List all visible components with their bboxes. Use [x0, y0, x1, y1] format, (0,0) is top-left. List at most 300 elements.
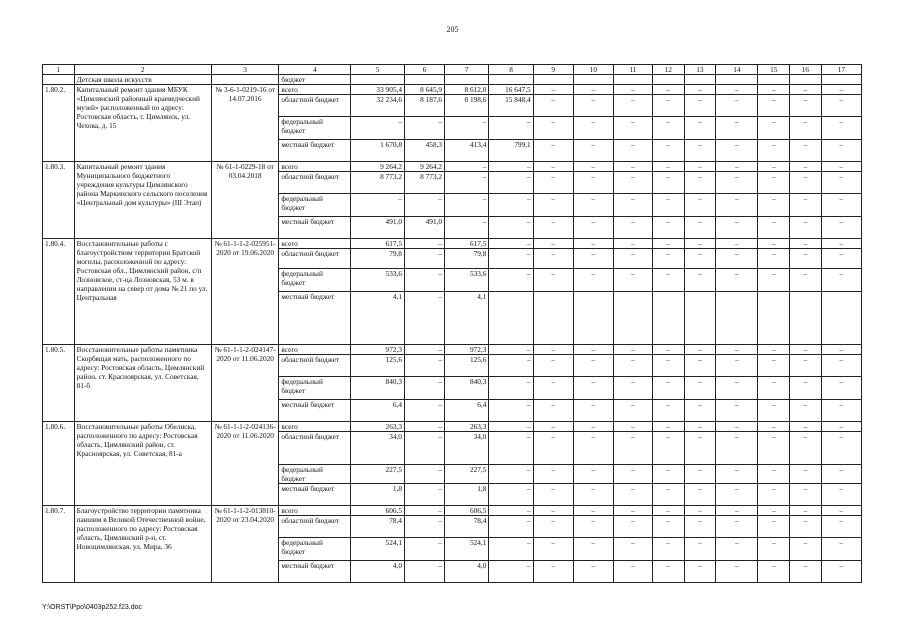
col-number: 4	[279, 65, 351, 75]
value-col-16: –	[790, 194, 822, 217]
value-col-14: –	[716, 239, 758, 249]
value-col-17	[821, 292, 861, 345]
value-col-10: –	[573, 465, 613, 484]
value-col-17: –	[821, 506, 861, 516]
value-col-5: 9 264,2	[351, 162, 405, 172]
value-col-8: –	[489, 561, 533, 583]
col-number: 14	[716, 65, 758, 75]
funding-source: областной бюджет	[279, 432, 351, 465]
value-col-10: –	[573, 516, 613, 538]
value-col-11: –	[613, 465, 652, 484]
value-col-6: –	[404, 484, 444, 506]
value-col-7: –	[445, 162, 489, 172]
value-col-10: –	[573, 345, 613, 355]
value-col-16: –	[790, 117, 822, 140]
value-col-7: 227,5	[445, 465, 489, 484]
value-col-6: –	[404, 377, 444, 400]
value-col-10	[573, 292, 613, 345]
value-col-11: –	[613, 95, 652, 117]
funding-source: местный бюджет	[279, 484, 351, 506]
value-col-15: –	[758, 484, 790, 506]
value-col-13: –	[684, 140, 716, 162]
value-col-7: 4,0	[445, 561, 489, 583]
value-col-10: –	[573, 432, 613, 465]
value-col-7: 533,6	[445, 269, 489, 292]
value-col-9: –	[533, 355, 573, 377]
value-col-8: –	[489, 249, 533, 269]
value-col-9: –	[533, 117, 573, 140]
project-name: Благоустройство территории памятника павшим в Великой Отечественной войне, расположенного по адресу: Ростовская область, Цимлянский р-н, ст. Новоцимлянская, ул. Мира, 36	[74, 506, 211, 583]
value-col-8: –	[489, 506, 533, 516]
budget-row	[43, 422, 862, 432]
value-col-14: –	[716, 484, 758, 506]
value-col-10: –	[573, 172, 613, 194]
value-col-11: –	[613, 85, 652, 95]
value-col-15: –	[758, 85, 790, 95]
value-col-9: –	[533, 85, 573, 95]
value-col-15: –	[758, 465, 790, 484]
value-col-12: –	[652, 484, 684, 506]
budget-row	[43, 162, 862, 172]
project-id: 1.80.5.	[43, 345, 75, 422]
value-col-10: –	[573, 162, 613, 172]
value-col-8: –	[489, 269, 533, 292]
value-col-16: –	[790, 217, 822, 239]
funding-source: всего	[279, 422, 351, 432]
value-col-15: –	[758, 355, 790, 377]
value-col-9: –	[533, 377, 573, 400]
funding-source: областной бюджет	[279, 172, 351, 194]
budget-row	[43, 506, 862, 516]
value-col-11: –	[613, 400, 652, 422]
value-col-16: –	[790, 561, 822, 583]
value-col-9: –	[533, 538, 573, 561]
value-col-17: –	[821, 538, 861, 561]
value-col-12: –	[652, 400, 684, 422]
col-number: 6	[404, 65, 444, 75]
value-col-14: –	[716, 249, 758, 269]
value-col-17: –	[821, 422, 861, 432]
value-col-6: –	[404, 239, 444, 249]
project-id: 1.80.7.	[43, 506, 75, 583]
value-col-5: 263,3	[351, 422, 405, 432]
value-col-7: 125,6	[445, 355, 489, 377]
value-col-14: –	[716, 465, 758, 484]
value-col-14: –	[716, 377, 758, 400]
col-number: 10	[573, 65, 613, 75]
value-col-14	[716, 292, 758, 345]
value-col-17: –	[821, 269, 861, 292]
value-col-9: –	[533, 465, 573, 484]
value-col-7: 34,0	[445, 432, 489, 465]
value-col-10: –	[573, 194, 613, 217]
value-col-13: –	[684, 355, 716, 377]
value-col-13: –	[684, 561, 716, 583]
value-col-5: 227,5	[351, 465, 405, 484]
funding-source: федеральный бюджет	[279, 538, 351, 561]
value-col-10: –	[573, 140, 613, 162]
value-col-8: –	[489, 484, 533, 506]
value-col-8	[489, 292, 533, 345]
value-col-17: –	[821, 85, 861, 95]
value-col-16: –	[790, 95, 822, 117]
value-col-8: –	[489, 217, 533, 239]
column-number-row	[43, 65, 862, 75]
value-col-10: –	[573, 249, 613, 269]
value-col-16: –	[790, 516, 822, 538]
project-document: № 61-1-1-2-024147-2020 от 11.06.2020	[211, 345, 279, 422]
value-col-16: –	[790, 377, 822, 400]
value-col-15: –	[758, 516, 790, 538]
value-col-8: 799,1	[489, 140, 533, 162]
value-col-5: 125,6	[351, 355, 405, 377]
value-col-9: –	[533, 561, 573, 583]
funding-source: всего	[279, 239, 351, 249]
value-col-5: 840,3	[351, 377, 405, 400]
value-col-13: –	[684, 516, 716, 538]
value-col-6: –	[404, 117, 444, 140]
funding-source: местный бюджет	[279, 140, 351, 162]
value-col-14: –	[716, 516, 758, 538]
value-col-13: –	[684, 85, 716, 95]
value-col-14: –	[716, 85, 758, 95]
value-col-9: –	[533, 239, 573, 249]
source-cell: бюджет	[279, 75, 351, 85]
value-col-6: 8 773,2	[404, 172, 444, 194]
value-col-12: –	[652, 516, 684, 538]
value-col-11: –	[613, 377, 652, 400]
value-col-12: –	[652, 432, 684, 465]
project-name: Восстановительные работы Обелиска, расположенного по адресу: Ростовская область, Цимлянский район, ст. Красноярская, ул. Советская, 81-а	[74, 422, 211, 506]
value-col-14: –	[716, 355, 758, 377]
project-id: 1.80.2.	[43, 85, 75, 162]
value-col-7: 840,3	[445, 377, 489, 400]
value-col-15	[758, 292, 790, 345]
value-col-9: –	[533, 217, 573, 239]
name-cell: Детская школа искусств	[74, 75, 211, 85]
value-col-11: –	[613, 269, 652, 292]
value-col-16: –	[790, 465, 822, 484]
budget-table	[42, 64, 862, 583]
value-col-8: –	[489, 345, 533, 355]
value-col-11: –	[613, 516, 652, 538]
value-col-17: –	[821, 516, 861, 538]
project-id: 1.80.6.	[43, 422, 75, 506]
value-col-11: –	[613, 561, 652, 583]
value-col-13: –	[684, 465, 716, 484]
value-col-17: –	[821, 217, 861, 239]
value-col-13: –	[684, 239, 716, 249]
value-col-8: 16 647,5	[489, 85, 533, 95]
value-col-6: –	[404, 561, 444, 583]
value-col-14: –	[716, 172, 758, 194]
value-col-13: –	[684, 162, 716, 172]
project-id: 1.80.3.	[43, 162, 75, 239]
value-col-6: –	[404, 465, 444, 484]
value-col-6: –	[404, 194, 444, 217]
funding-source: местный бюджет	[279, 561, 351, 583]
value-col-17: –	[821, 239, 861, 249]
page-number: 205	[446, 25, 459, 34]
value-col-7: 8 612,0	[445, 85, 489, 95]
value-col-17: –	[821, 95, 861, 117]
value-col-17: –	[821, 345, 861, 355]
value-col-17: –	[821, 355, 861, 377]
value-col-13: –	[684, 95, 716, 117]
value-col-9: –	[533, 194, 573, 217]
col-number: 16	[790, 65, 822, 75]
doc-cell	[211, 75, 279, 85]
value-col-12: –	[652, 172, 684, 194]
value-col-12: –	[652, 194, 684, 217]
value-col-13: –	[684, 194, 716, 217]
value-col-17: –	[821, 400, 861, 422]
project-document: № 61-1-1-2-013810-2020 от 23.04.2020	[211, 506, 279, 583]
value-col-13: –	[684, 484, 716, 506]
value-col-6: 491,0	[404, 217, 444, 239]
value-col-17: –	[821, 561, 861, 583]
funding-source: федеральный бюджет	[279, 194, 351, 217]
col-number: 15	[758, 65, 790, 75]
value-col-5: 533,6	[351, 269, 405, 292]
value-col-7: 79,8	[445, 249, 489, 269]
value-col-11: –	[613, 249, 652, 269]
funding-source: федеральный бюджет	[279, 269, 351, 292]
value-col-6: –	[404, 422, 444, 432]
value-col-9: –	[533, 422, 573, 432]
value-col-6: –	[404, 538, 444, 561]
value-col-11: –	[613, 422, 652, 432]
value-col-8: –	[489, 239, 533, 249]
value-col-16: –	[790, 140, 822, 162]
col-number: 11	[613, 65, 652, 75]
value-col-12	[652, 292, 684, 345]
value-col-12: –	[652, 269, 684, 292]
col-number: 2	[74, 65, 211, 75]
value-col-17: –	[821, 465, 861, 484]
project-name: Восстановительные работы памятника Скорбящая мать, расположенного по адресу: Ростовская область, Цимлянский район, ст. Красноярская, ул. Советская, 81-б	[74, 345, 211, 422]
value-col-16: –	[790, 484, 822, 506]
value-col-10: –	[573, 95, 613, 117]
value-col-6: 9 264,2	[404, 162, 444, 172]
value-col-7: –	[445, 217, 489, 239]
value-col-12: –	[652, 538, 684, 561]
value-col-9: –	[533, 162, 573, 172]
project-document: № 61-1-1-2-025951-2020 от 19.06.2020	[211, 239, 279, 345]
value-col-7: –	[445, 117, 489, 140]
value-col-16: –	[790, 269, 822, 292]
value-col-14: –	[716, 506, 758, 516]
value-col-9: –	[533, 516, 573, 538]
value-col-16: –	[790, 172, 822, 194]
file-path-footer: Y:\ORST\Ppo\0403p252.f23.doc	[42, 604, 143, 611]
funding-source: областной бюджет	[279, 95, 351, 117]
value-col-11: –	[613, 432, 652, 465]
project-name: Восстановительные работы с благоустройством территории Братской могилы, расположенной по адресу: Ростовская обл., Цимлянский район, с/п Лозновское, ст-ца Лозновская, 53 м. в направлении на север от дома № 21 по ул. Центральная	[74, 239, 211, 345]
col-number: 8	[489, 65, 533, 75]
project-name: Капитальный ремонт здания Муниципального бюджетного учреждения культуры Цимлянского района Маркинского сельского поселения «Центральный дом культуры» (III Этап)	[74, 162, 211, 239]
value-col-14: –	[716, 345, 758, 355]
funding-source: областной бюджет	[279, 355, 351, 377]
value-col-7: –	[445, 172, 489, 194]
project-document: № 3-6-1-0219-16 от 14.07.2016	[211, 85, 279, 162]
value-col-9: –	[533, 345, 573, 355]
value-col-8: –	[489, 194, 533, 217]
col-number: 5	[351, 65, 405, 75]
value-col-8: 15 848,4	[489, 95, 533, 117]
value-col-6: –	[404, 432, 444, 465]
funding-source: местный бюджет	[279, 217, 351, 239]
value-col-17: –	[821, 162, 861, 172]
value-col-11: –	[613, 506, 652, 516]
value-col-14: –	[716, 162, 758, 172]
value-col-15: –	[758, 538, 790, 561]
value-col-15: –	[758, 432, 790, 465]
project-document: № 61-1-1-2-024136-2020 от 11.06.2020	[211, 422, 279, 506]
value-col-17: –	[821, 194, 861, 217]
value-col-13: –	[684, 249, 716, 269]
value-col-16: –	[790, 249, 822, 269]
value-col-5: 617,5	[351, 239, 405, 249]
funding-source: местный бюджет	[279, 400, 351, 422]
value-col-12: –	[652, 506, 684, 516]
id-cell	[43, 75, 75, 85]
value-col-6: 8 187,6	[404, 95, 444, 117]
value-col-7: 972,3	[445, 345, 489, 355]
value-col-12: –	[652, 249, 684, 269]
value-col-5: 491,0	[351, 217, 405, 239]
value-col-15: –	[758, 95, 790, 117]
value-col-14: –	[716, 422, 758, 432]
value-col-15: –	[758, 172, 790, 194]
value-col-15: –	[758, 140, 790, 162]
value-col-5: 8 773,2	[351, 172, 405, 194]
value-col-16: –	[790, 162, 822, 172]
value-col-16: –	[790, 432, 822, 465]
value-col-14: –	[716, 117, 758, 140]
value-col-6: –	[404, 292, 444, 345]
value-col-17: –	[821, 484, 861, 506]
col-number: 3	[211, 65, 279, 75]
value-col-11	[613, 292, 652, 345]
value-col-13: –	[684, 400, 716, 422]
value-col-16: –	[790, 355, 822, 377]
value-col-13: –	[684, 538, 716, 561]
value-col-12: –	[652, 85, 684, 95]
value-col-7: 524,1	[445, 538, 489, 561]
value-col-12: –	[652, 217, 684, 239]
value-col-7: 617,5	[445, 239, 489, 249]
value-col-10: –	[573, 561, 613, 583]
col-number: 7	[445, 65, 489, 75]
value-col-15: –	[758, 194, 790, 217]
value-col-5: 606,5	[351, 506, 405, 516]
value-col-14: –	[716, 217, 758, 239]
value-col-11: –	[613, 172, 652, 194]
value-col-16: –	[790, 506, 822, 516]
value-col-15: –	[758, 269, 790, 292]
project-name: Капитальный ремонт здания МБУК «Цимлянский районный краеведческий музей» расположенный по адресу: Ростовская область, г. Цимлянск, ул. Чехова, д. 15	[74, 85, 211, 162]
value-col-10: –	[573, 422, 613, 432]
col-number: 13	[684, 65, 716, 75]
value-col-8: –	[489, 516, 533, 538]
value-col-17: –	[821, 140, 861, 162]
value-col-7: 8 198,6	[445, 95, 489, 117]
value-col-17: –	[821, 172, 861, 194]
funding-source: всего	[279, 506, 351, 516]
value-col-5: 33 905,4	[351, 85, 405, 95]
value-col-7: 1,8	[445, 484, 489, 506]
value-col-10: –	[573, 400, 613, 422]
project-document: № 61-1-0229-18 от 03.04.2018	[211, 162, 279, 239]
funding-source: всего	[279, 345, 351, 355]
value-col-8: –	[489, 355, 533, 377]
budget-row	[43, 85, 862, 95]
value-col-17: –	[821, 117, 861, 140]
funding-source: всего	[279, 162, 351, 172]
value-col-6: –	[404, 345, 444, 355]
value-col-8: –	[489, 400, 533, 422]
value-col-14: –	[716, 432, 758, 465]
value-col-6: 8 645,9	[404, 85, 444, 95]
value-col-10: –	[573, 355, 613, 377]
value-col-10: –	[573, 239, 613, 249]
value-col-12: –	[652, 422, 684, 432]
value-col-5: 79,8	[351, 249, 405, 269]
col-number: 9	[533, 65, 573, 75]
value-col-15: –	[758, 162, 790, 172]
value-col-13: –	[684, 217, 716, 239]
value-col-16: –	[790, 422, 822, 432]
value-col-5: –	[351, 117, 405, 140]
value-col-14: –	[716, 140, 758, 162]
value-col-16: –	[790, 400, 822, 422]
value-col-11: –	[613, 538, 652, 561]
value-col-12: –	[652, 377, 684, 400]
value-col-14: –	[716, 269, 758, 292]
value-col-7: 263,3	[445, 422, 489, 432]
value-col-9: –	[533, 95, 573, 117]
value-col-6: 458,3	[404, 140, 444, 162]
value-col-17: –	[821, 432, 861, 465]
value-col-17: –	[821, 249, 861, 269]
value-col-12: –	[652, 95, 684, 117]
value-col-5: 4,1	[351, 292, 405, 345]
value-col-12: –	[652, 465, 684, 484]
value-col-15: –	[758, 506, 790, 516]
value-col-5: 1,8	[351, 484, 405, 506]
budget-row	[43, 239, 862, 249]
value-col-8: –	[489, 465, 533, 484]
value-col-6: –	[404, 516, 444, 538]
value-col-8: –	[489, 162, 533, 172]
value-col-8: –	[489, 172, 533, 194]
value-col-14: –	[716, 538, 758, 561]
value-col-16	[790, 292, 822, 345]
value-col-10: –	[573, 269, 613, 292]
value-col-9: –	[533, 432, 573, 465]
value-col-12: –	[652, 239, 684, 249]
value-col-6: –	[404, 400, 444, 422]
value-col-8: –	[489, 422, 533, 432]
value-col-11: –	[613, 162, 652, 172]
budget-row	[43, 345, 862, 355]
value-col-13: –	[684, 269, 716, 292]
value-col-13	[684, 292, 716, 345]
value-col-11: –	[613, 239, 652, 249]
value-col-13: –	[684, 422, 716, 432]
value-col-10: –	[573, 117, 613, 140]
